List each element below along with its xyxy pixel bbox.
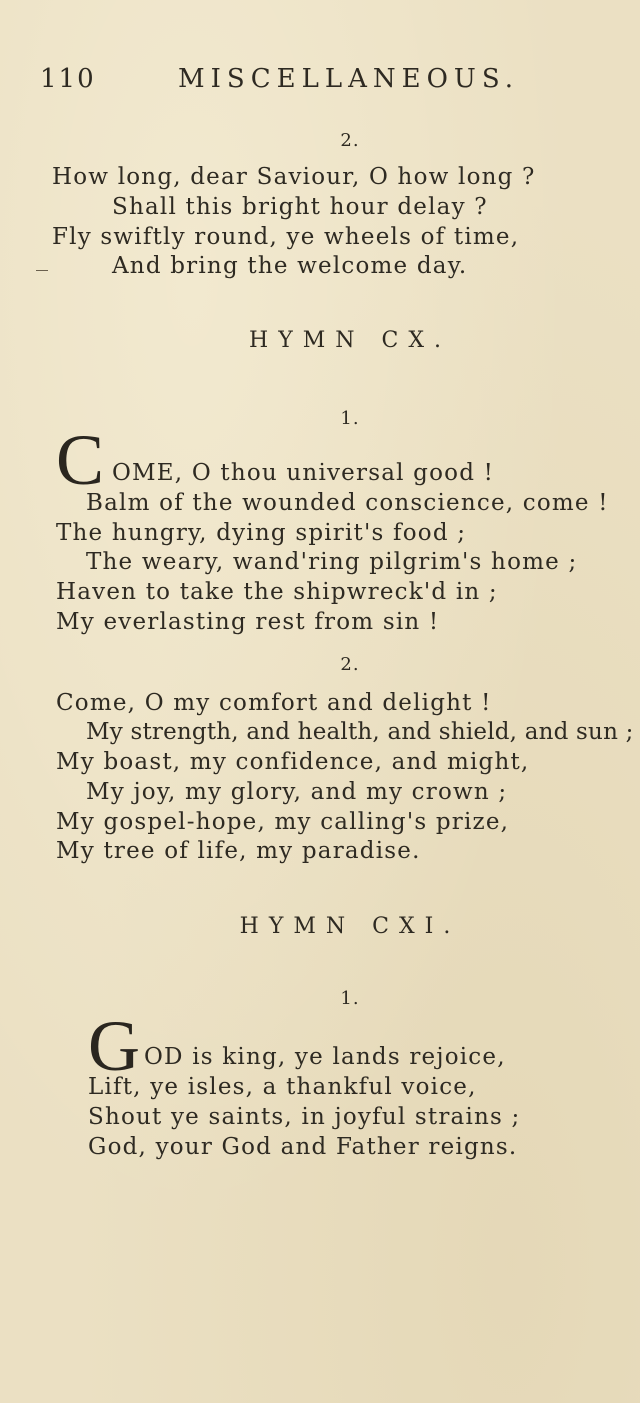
verse-line: Fly swiftly round, ye wheels of time, (52, 224, 520, 250)
verse-line: Haven to take the shipwreck'd in ; (56, 579, 498, 605)
drop-cap: G (88, 1006, 140, 1086)
verse-line: OME, O thou universal good ! (112, 460, 495, 486)
stanza-number: 2. (340, 654, 360, 675)
stray-mark (36, 270, 48, 271)
stanza-number: 1. (340, 408, 360, 429)
drop-cap: C (56, 420, 105, 500)
verse-line: God, your God and Father reigns. (88, 1134, 518, 1160)
verse-line: My gospel-hope, my calling's prize, (56, 809, 510, 835)
running-head: MISCELLANEOUS. (178, 64, 519, 94)
verse-line: My boast, my confidence, and might, (56, 749, 530, 775)
verse-line: My joy, my glory, and my crown ; (86, 779, 508, 805)
hymn-title: HYMN CXI. (239, 914, 461, 939)
verse-line: And bring the welcome day. (112, 253, 468, 279)
stanza-number: 1. (340, 988, 360, 1009)
verse-line: My tree of life, my paradise. (56, 838, 421, 864)
verse-line: OD is king, ye lands rejoice, (144, 1044, 506, 1070)
verse-line: My strength, and health, and shield, and sun ; (86, 719, 634, 745)
page-header (0, 64, 640, 98)
verse-line: Shall this bright hour delay ? (112, 194, 488, 220)
verse-line: The hungry, dying spirit's food ; (56, 520, 467, 546)
verse-line: Lift, ye isles, a thankful voice, (88, 1074, 477, 1100)
verse-line: My everlasting rest from sin ! (56, 609, 440, 635)
verse-line: Shout ye saints, in joyful strains ; (88, 1104, 521, 1130)
verse-line: Come, O my comfort and delight ! (56, 690, 492, 716)
verse-line: How long, dear Saviour, O how long ? (52, 164, 536, 190)
hymn-title: HYMN CX. (249, 328, 451, 353)
verse-line: Balm of the wounded conscience, come ! (86, 490, 609, 516)
page-number: 110 (40, 64, 96, 94)
verse-line: The weary, wand'ring pilgrim's home ; (86, 549, 578, 575)
stanza-number: 2. (340, 130, 360, 151)
